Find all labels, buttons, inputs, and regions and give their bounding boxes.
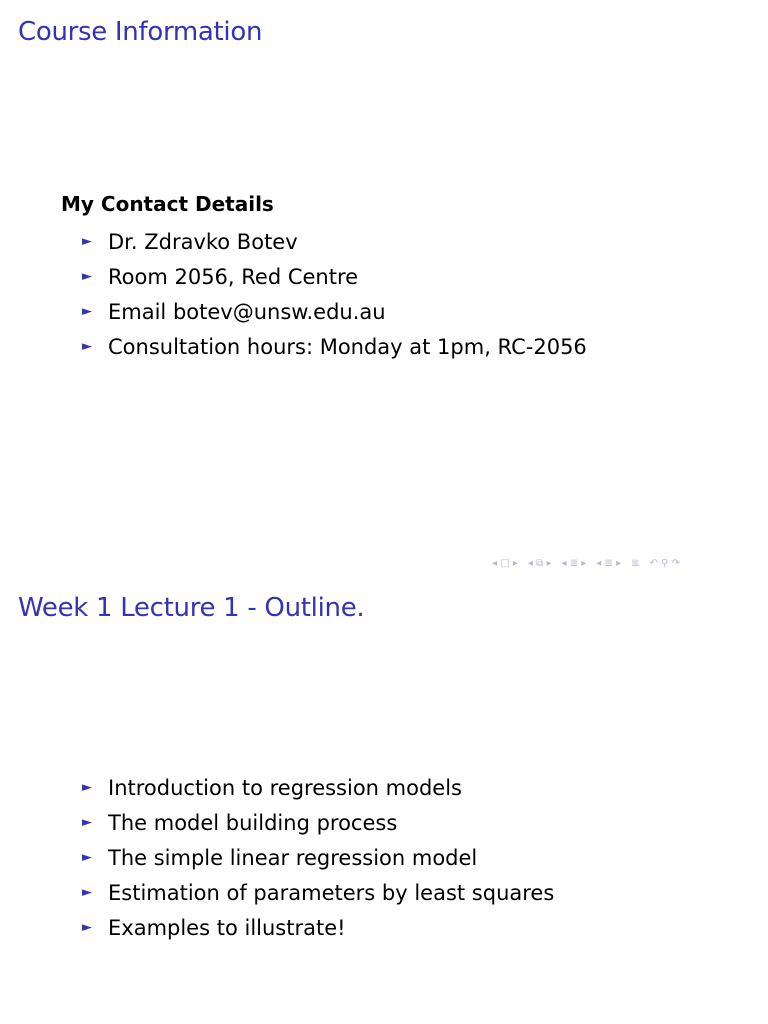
bullet-icon: ► [82, 338, 92, 354]
bullet-icon: ► [82, 268, 92, 284]
next-arrow-icon[interactable]: ▸ [512, 558, 518, 569]
list-item-text: The simple linear regression model [108, 845, 478, 870]
list-item [80, 840, 554, 875]
bullet-icon: ► [82, 884, 92, 900]
align-icon[interactable]: ≣ [631, 558, 640, 569]
list-item [80, 770, 554, 805]
bullet-icon: ► [82, 779, 92, 795]
prev-arrow-icon[interactable]: ◂ [527, 558, 533, 569]
list-item [80, 329, 587, 364]
block-title-contact-details: My Contact Details [61, 192, 274, 216]
list-item-text: Email botev@unsw.edu.au [108, 299, 386, 324]
contact-details-list [80, 224, 587, 364]
subsection-icon[interactable]: ⧉ [536, 558, 544, 569]
list-item [80, 224, 587, 259]
forward-icon[interactable]: ↷ [671, 558, 680, 569]
list-item-text: Estimation of parameters by least squares [108, 880, 555, 905]
section-icon[interactable]: ≣ [569, 558, 579, 569]
bullet-icon: ► [82, 303, 92, 319]
slide-week1-lecture1-outline [0, 575, 768, 1024]
list-item-text: Room 2056, Red Centre [108, 264, 359, 289]
back-icon[interactable]: ↶ [649, 558, 658, 569]
frame-icon[interactable]: □ [500, 558, 510, 569]
list-item [80, 910, 554, 945]
bullet-icon: ► [82, 233, 92, 249]
list-item [80, 875, 554, 910]
presentation-icon[interactable]: ≣ [604, 558, 613, 569]
list-item-text: Introduction to regression models [108, 775, 462, 800]
frame-title: Course Information [18, 17, 263, 47]
list-item-text: Dr. Zdravko Botev [108, 229, 298, 254]
prev-arrow-icon[interactable]: ◂ [492, 558, 498, 569]
list-item-text: Consultation hours: Monday at 1pm, RC-2056 [108, 334, 587, 359]
list-item-text: Examples to illustrate! [108, 915, 346, 940]
list-item [80, 805, 554, 840]
beamer-navigation-bar [492, 556, 762, 572]
bullet-icon: ► [82, 919, 92, 935]
search-icon[interactable]: ⚲ [661, 558, 669, 569]
list-item-text: The model building process [108, 810, 398, 835]
prev-arrow-icon[interactable]: ◂ [561, 558, 567, 569]
frame-title: Week 1 Lecture 1 - Outline. [18, 593, 365, 623]
next-arrow-icon[interactable]: ▸ [616, 558, 622, 569]
outline-list [80, 770, 554, 945]
next-arrow-icon[interactable]: ▸ [546, 558, 552, 569]
bullet-icon: ► [82, 849, 92, 865]
list-item [80, 259, 587, 294]
prev-arrow-icon[interactable]: ◂ [596, 558, 602, 569]
bullet-icon: ► [82, 814, 92, 830]
list-item [80, 294, 587, 329]
next-arrow-icon[interactable]: ▸ [581, 558, 587, 569]
